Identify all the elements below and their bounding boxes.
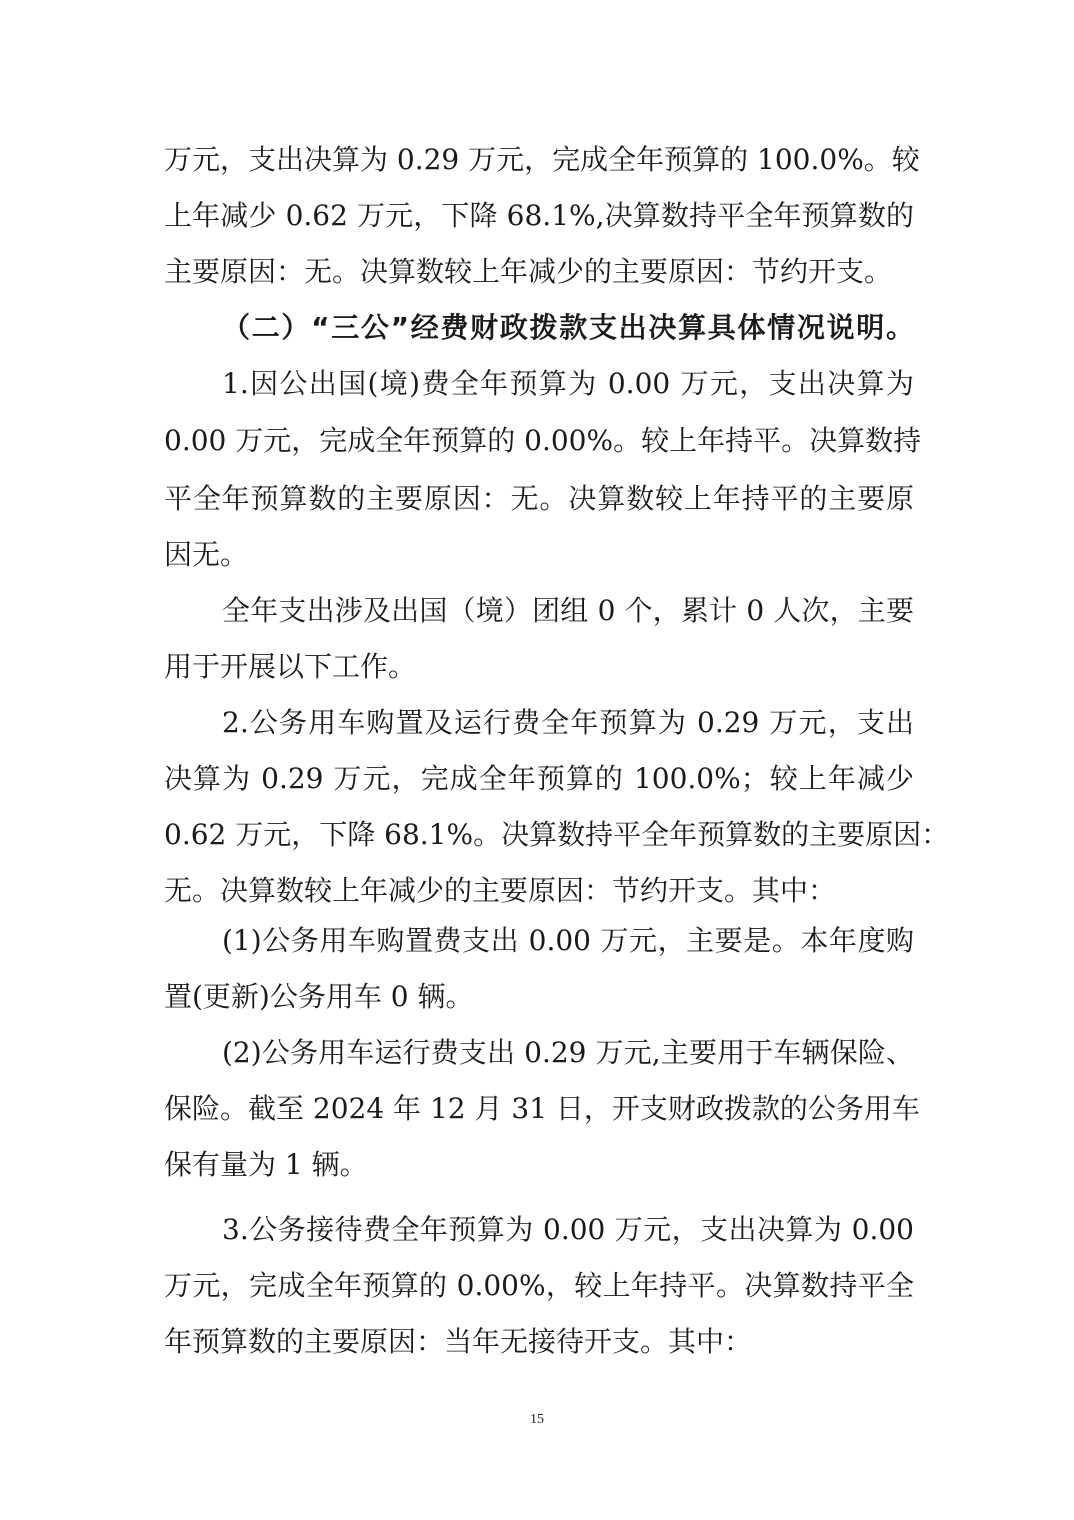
text-line: 3.公务接待费全年预算为 0.00 万元，支出决算为 0.00 (222, 1213, 914, 1246)
text-line: (2)公务用车运行费支出 0.29 万元,主要用于车辆保险、 (222, 1036, 914, 1069)
text-line: 0.62 万元，下降 68.1%。决算数持平全年预算数的主要原因： (164, 818, 950, 851)
text-line: 1.因公出国(境)费全年预算为 0.00 万元，支出决算为 (222, 367, 914, 400)
text-line: 年预算数的主要原因：当年无接待开支。其中： (164, 1325, 753, 1358)
text-line: 保险。截至 2024 年 12 月 31 日，开支财政拨款的公务用车 (164, 1092, 920, 1125)
text-line: (1)公务用车购置费支出 0.00 万元，主要是。本年度购 (222, 924, 914, 957)
text-line: 无。决算数较上年减少的主要原因：节约开支。其中： (164, 874, 837, 907)
text-line: 主要原因：无。决算数较上年减少的主要原因：节约开支。 (164, 255, 893, 288)
text-line: 平全年预算数的主要原因：无。决算数较上年持平的主要原 (164, 482, 914, 515)
page-number: 15 (530, 1412, 544, 1427)
text-line: 保有量为 1 辆。 (164, 1148, 368, 1181)
text-line: 全年支出涉及出国（境）团组 0 个，累计 0 人次，主要 (222, 594, 914, 627)
text-line: 用于开展以下工作。 (164, 650, 417, 683)
section-heading: （二）“三公”经费财政拨款支出决算具体情况说明。 (222, 311, 914, 344)
text-line: 因无。 (164, 538, 249, 571)
text-line: 万元，支出决算为 0.29 万元，完成全年预算的 100.0%。较 (164, 143, 920, 176)
text-line: 置(更新)公务用车 0 辆。 (164, 980, 474, 1013)
text-line: 2.公务用车购置及运行费全年预算为 0.29 万元，支出 (222, 706, 914, 739)
text-line: 万元，完成全年预算的 0.00%，较上年持平。决算数持平全 (164, 1269, 914, 1302)
text-line: 0.00 万元，完成全年预算的 0.00%。较上年持平。决算数持 (164, 424, 922, 457)
text-line: 决算为 0.29 万元，完成全年预算的 100.0%；较上年减少 (164, 762, 914, 795)
text-line: 上年减少 0.62 万元，下降 68.1%,决算数持平全年预算数的 (164, 199, 914, 232)
